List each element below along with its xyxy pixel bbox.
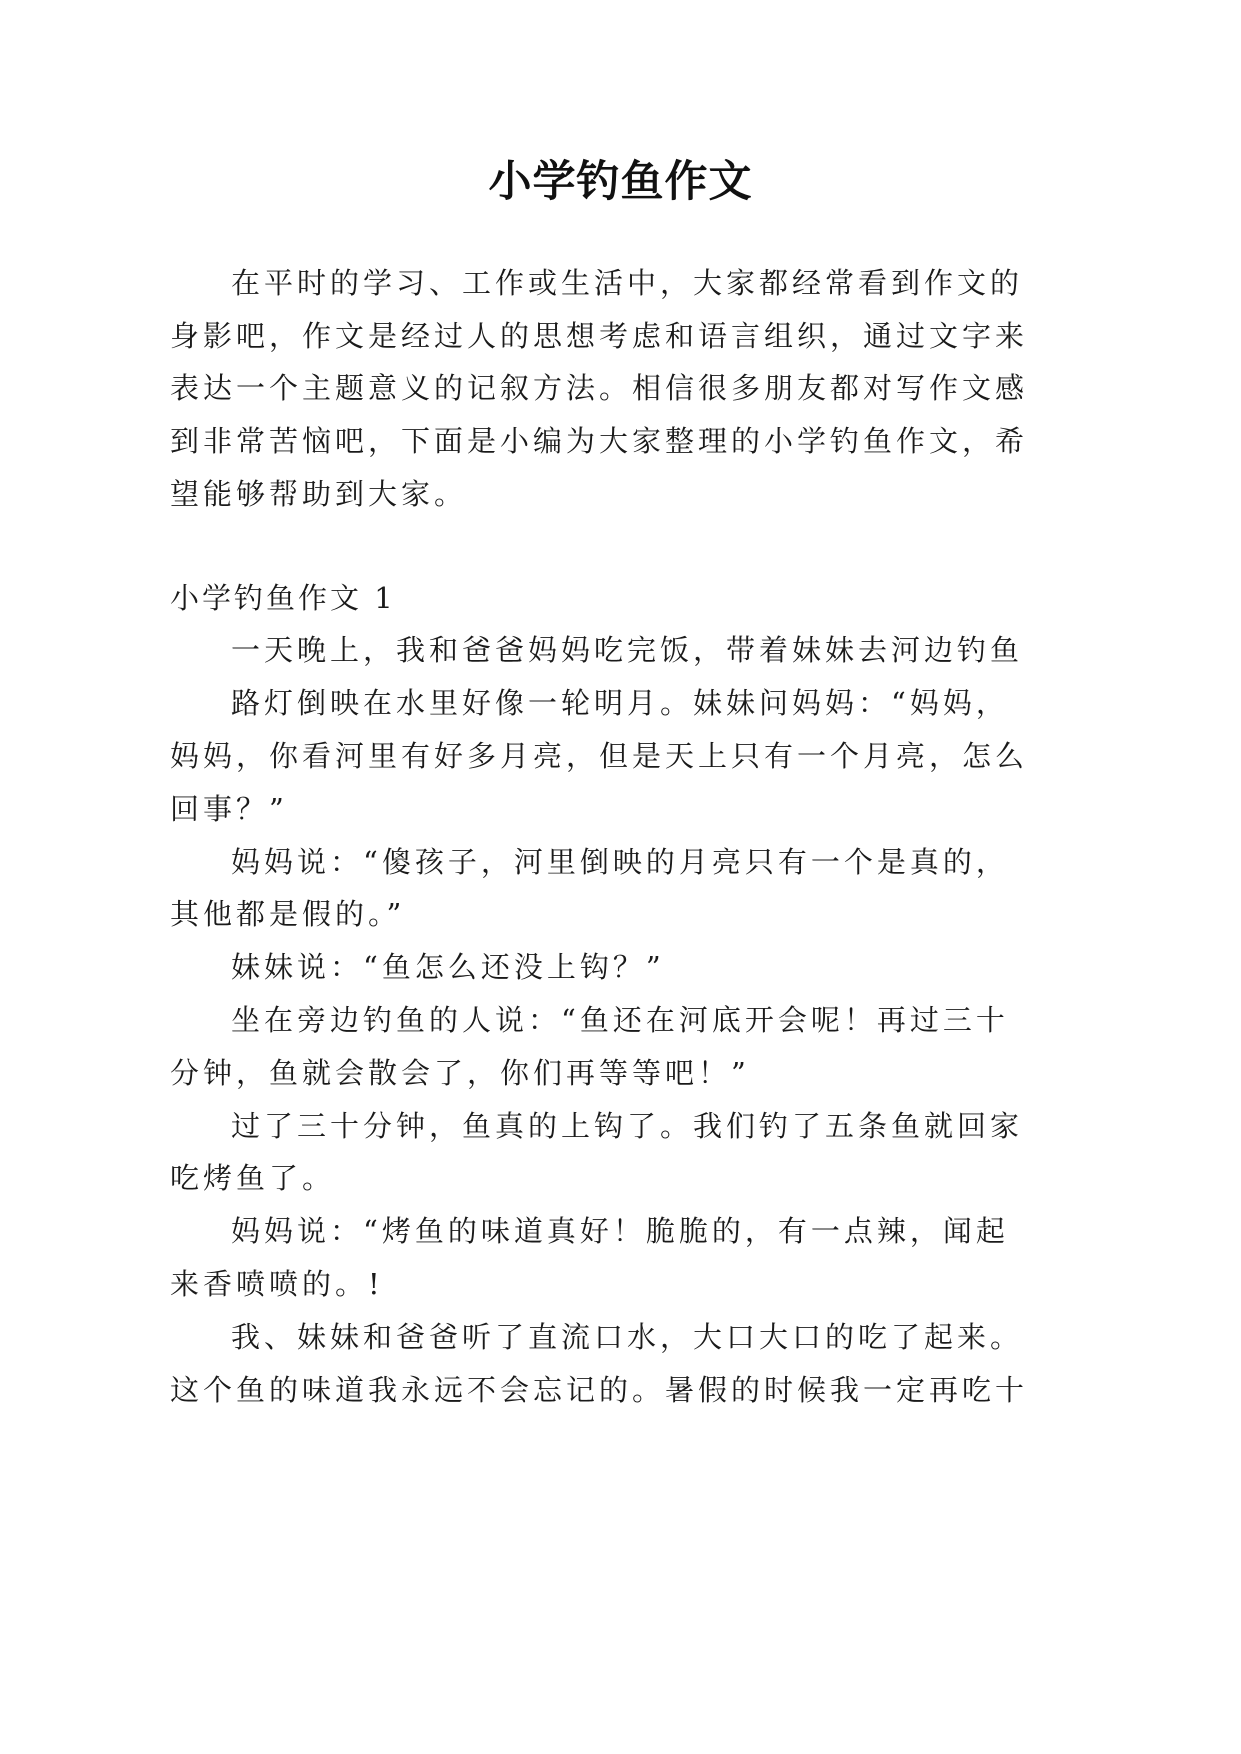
body-line: 过了三十分钟，鱼真的上钩了。我们钓了五条鱼就回家 <box>231 1109 1024 1143</box>
body-line: 妈妈说：“烤鱼的味道真好！脆脆的，有一点辣，闻起 <box>231 1214 1009 1248</box>
body-line: 吃烤鱼了。 <box>170 1161 336 1195</box>
body-line: 坐在旁边钓鱼的人说：“鱼还在河底开会呢！再过三十 <box>231 1003 1009 1037</box>
body-line: 这个鱼的味道我永远不会忘记的。暑假的时候我一定再吃十 <box>170 1373 1029 1407</box>
body-line: 来香喷喷的。! <box>170 1267 384 1301</box>
document-title: 小学钓鱼作文 <box>488 157 753 207</box>
intro-line: 望能够帮助到大家。 <box>170 477 468 511</box>
intro-line: 身影吧，作文是经过人的思想考虑和语言组织，通过文字来 <box>170 319 1029 353</box>
body-line: 我、妹妹和爸爸听了直流口水，大口大口的吃了起来。 <box>231 1320 1024 1354</box>
intro-line: 表达一个主题意义的记叙方法。相信很多朋友都对写作文感 <box>170 371 1029 405</box>
body-line: 路灯倒映在水里好像一轮明月。妹妹问妈妈：“妈妈， <box>231 686 1009 720</box>
body-line: 妈妈，你看河里有好多月亮，但是天上只有一个月亮，怎么 <box>170 739 1029 773</box>
intro-line: 到非常苦恼吧，下面是小编为大家整理的小学钓鱼作文，希 <box>170 424 1029 458</box>
body-line: 其他都是假的。” <box>170 897 406 931</box>
intro-line: 在平时的学习、工作或生活中，大家都经常看到作文的 <box>231 266 1024 300</box>
body-line: 妹妹说：“鱼怎么还没上钩？” <box>231 950 665 984</box>
body-line: 一天晚上，我和爸爸妈妈吃完饭，带着妹妹去河边钓鱼 <box>231 633 1024 667</box>
section-heading: 小学钓鱼作文 1 <box>170 581 396 615</box>
body-line: 分钟，鱼就会散会了，你们再等等吧！” <box>170 1056 750 1090</box>
body-line: 妈妈说：“傻孩子，河里倒映的月亮只有一个是真的， <box>231 845 1009 879</box>
body-line: 回事？” <box>170 792 288 826</box>
